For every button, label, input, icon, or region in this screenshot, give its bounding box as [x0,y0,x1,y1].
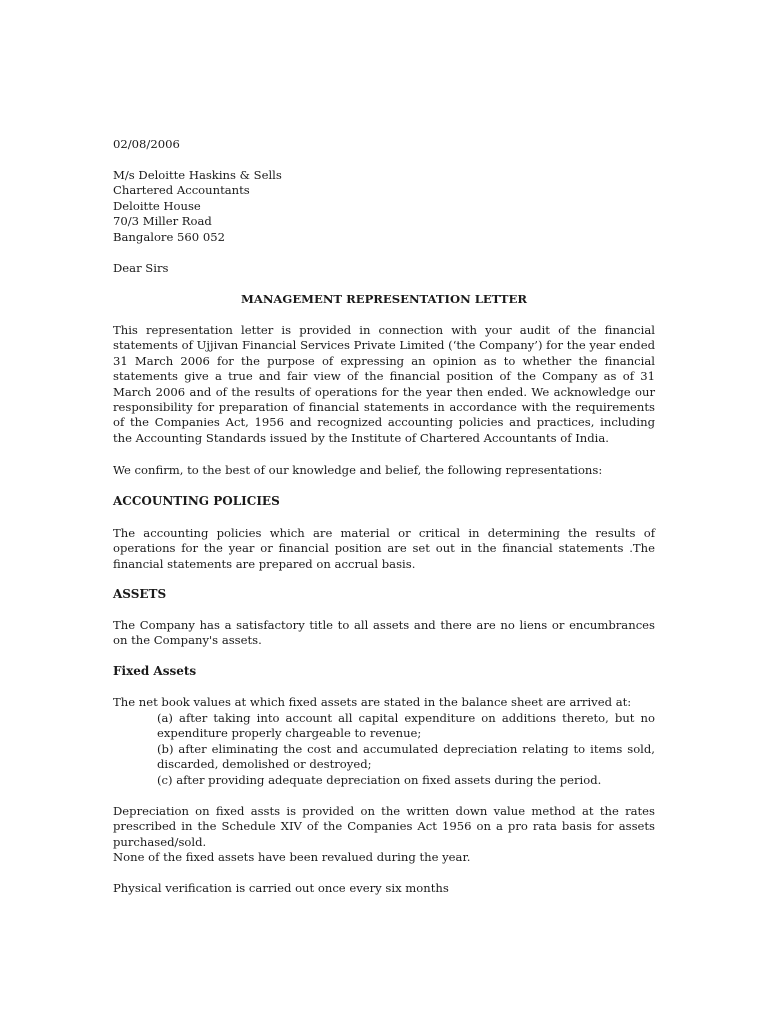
address-line: Bangalore 560 052 [113,229,225,244]
accounting-policies-text: The accounting policies which are material or critical in determining the results of operations for the year or financial position are set out in the financial statements .The financial statements are prepared on accrual basis. [113,526,655,571]
verification-paragraph: Physical verification is carried out once every six months [113,881,449,895]
salutation: Dear Sirs [113,261,169,275]
fixed-assets-heading: Fixed Assets [113,664,197,678]
depreciation-paragraph: Depreciation on fixed assts is provided on the written down value method at the rates prescribed in the Schedule XIV of the Companies Act 1956 on a pro rata basis for assets purchased/sold. [113,804,655,849]
recipient-address [113,168,655,245]
fixed-assets-lead: The net book values at which fixed assets are stated in the balance sheet are arrived at: [113,695,632,709]
letter-date: 02/08/2006 [113,137,180,151]
address-line: 70/3 Miller Road [113,214,212,229]
letter-title: MANAGEMENT REPRESENTATION LETTER [241,292,527,306]
address-line: Chartered Accountants [113,183,250,198]
assets-text: The Company has a satisfactory title to all assets and there are no liens or encumbrances on the Company's assets. [113,618,655,648]
revaluation-paragraph: None of the fixed assets have been revalued during the year. [113,850,471,864]
list-item: (a) after taking into account all capital expenditure on additions thereto, but no expenditure properly chargeable to revenue; [157,711,655,741]
assets-heading: ASSETS [113,587,167,601]
address-line: Deloitte House [113,198,201,213]
intro-paragraph: This representation letter is provided in connection with your audit of the financial statements of Ujjivan Financial Services Private Limited (‘the Company’) for the year ended 31 March 2006 for the purpose of expressing an opinion as to whether the financial statements give a true and fair view of the financial position of the Company as of 31 March 2006 and of the results of operations for the year then ended. We acknowledge our responsibility for preparation of financial statements in accordance with the requirements of the Companies Act, 1956 and recognized accounting policies and practices, including the Accounting Standards issued by the Institute of Chartered Accountants of India. [113,323,655,445]
address-line: M/s Deloitte Haskins & Sells [113,168,282,182]
list-item: (b) after eliminating the cost and accumulated depreciation relating to items sold, discarded, demolished or destroyed; [157,741,655,772]
accounting-policies-heading: ACCOUNTING POLICIES [113,494,280,508]
confirm-paragraph: We confirm, to the best of our knowledge and belief, the following representations: [113,463,603,477]
fixed-assets-list [157,711,655,788]
list-item: (c) after providing adequate depreciation on fixed assets during the period. [157,772,602,787]
